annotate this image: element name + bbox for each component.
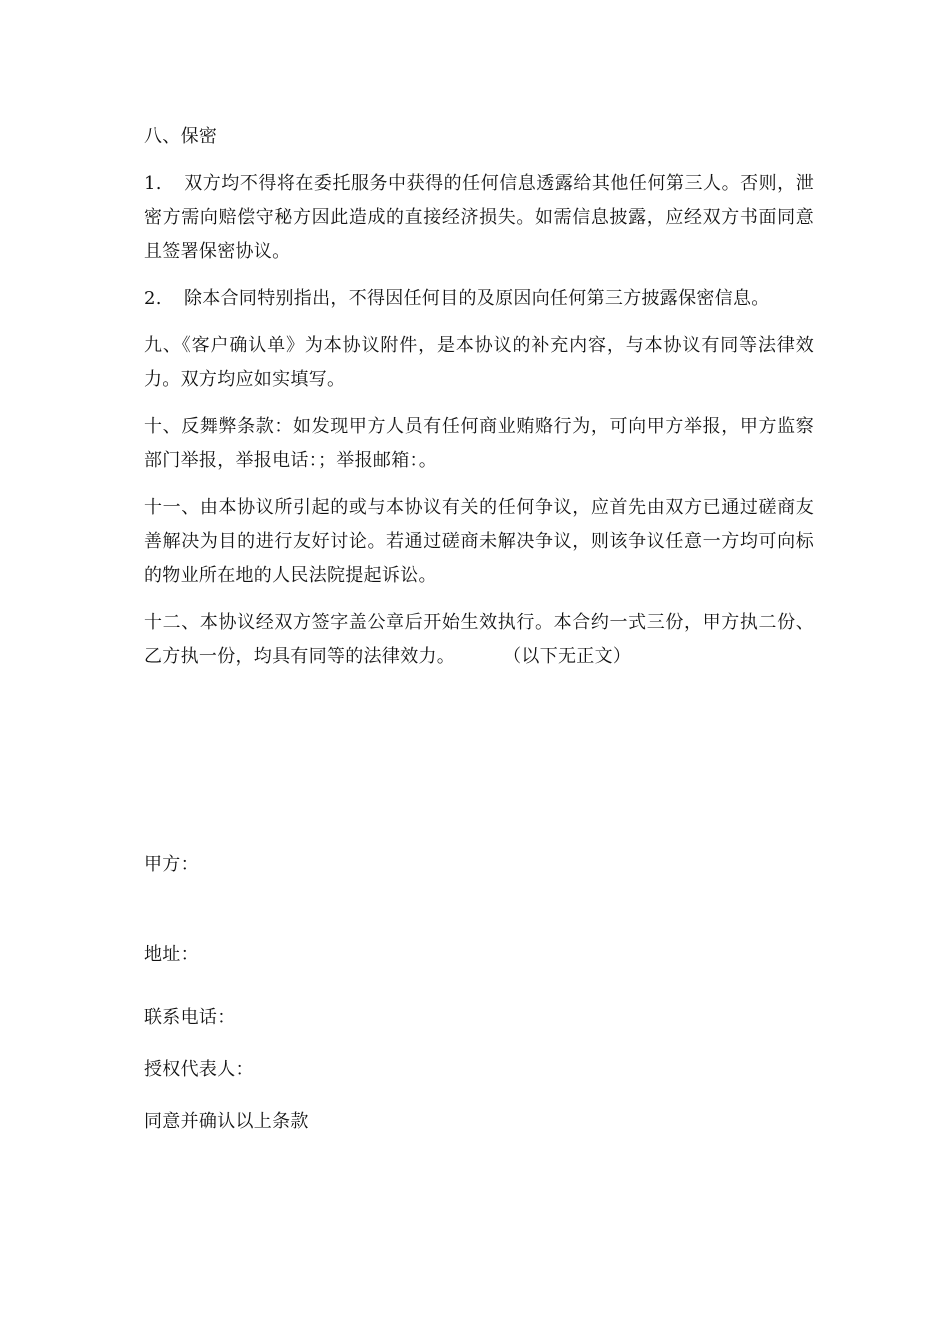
- representative-label: 授权代表人：: [144, 1059, 254, 1080]
- section-8-heading: 八、保密: [144, 126, 218, 147]
- address-label: 地址：: [144, 944, 199, 965]
- party-a-label: 甲方：: [144, 854, 199, 875]
- section-11: 十一、由本协议所引起的或与本协议有关的任何争议，应首先由双方已通过磋商友善解决为目的进行友好讨论。若通过磋商未解决争议，则该争议任意一方均可向标的物业所在地的人民法院提起诉讼。: [144, 497, 814, 586]
- end-of-text-note: （以下无正文）: [503, 646, 632, 667]
- section-8-item-2: [144, 282, 814, 316]
- contract-body: [144, 120, 814, 687]
- item-text: 双方均不得将在委托服务中获得的任何信息透露给其他任何第三人。否则，泄密方需向赔偿守秘方因此造成的直接经济损失。如需信息披露，应经双方书面同意且签署保密协议。: [144, 173, 814, 262]
- item-number: 2.: [144, 288, 162, 309]
- section-9: 九、《客户确认单》为本协议附件，是本协议的补充内容，与本协议有同等法律效力。双方均应如实填写。: [144, 335, 814, 390]
- item-number: 1.: [144, 173, 162, 194]
- section-10: 十、反舞弊条款：如发现甲方人员有任何商业贿赂行为，可向甲方举报，甲方监察部门举报，举报电话：；举报邮箱：。: [144, 416, 814, 471]
- agreement-statement: 同意并确认以上条款: [144, 1111, 309, 1132]
- section-12: [144, 606, 814, 674]
- item-text: 除本合同特别指出，不得因任何目的及原因向任何第三方披露保密信息。: [184, 288, 770, 309]
- section-8-item-1: [144, 167, 814, 269]
- phone-label: 联系电话：: [144, 1007, 236, 1028]
- section-12-text: 十二、本协议经双方签字盖公章后开始生效执行。本合约一式三份，甲方执二份、乙方执一份，均具有同等的法律效力。: [144, 612, 814, 667]
